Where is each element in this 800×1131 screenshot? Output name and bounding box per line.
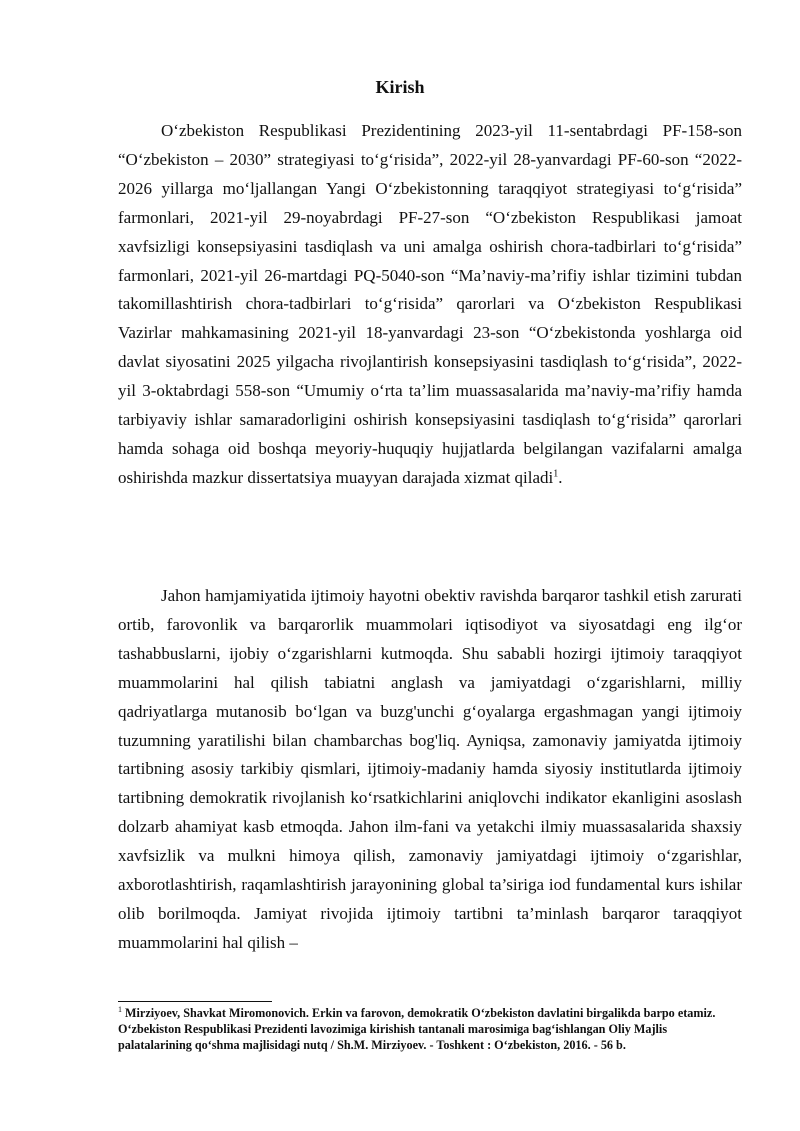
footnote bbox=[118, 1005, 742, 1053]
footnote-marker: 1 bbox=[118, 1004, 122, 1014]
paragraph-1-text bbox=[118, 117, 742, 493]
paragraph-2-text: Jahon hamjamiyatida ijtimoiy hayotni obektiv ravishda barqaror tashkil etish zarurati ortib, farovonlik va barqarorlik muammolari iqtisodiyot va siyosatdagi eng ilg‘or tashabbuslarni, ijobiy o‘zgarishlarni kutmoqda. Shu sababli hozirgi ijtimoiy taraqqiyot muammolarini hal qilish tabiatni anglash va jamiyatdagi o‘zgarishlarni, milliy qadriyatlarga mutanosib bo‘lgan va buzg'unchi g‘oyalarga ergashmagan yangi ijtimoiy tuzumning yaratilishi bilan chambarchas bog'liq. Ayniqsa, zamonaviy jamiyatda ijtimoiy tartibning asosiy tarkibiy qismlari, ijtimoiy-madaniy hamda siyosiy institutlarda ijtimoiy tartibning demokratik rivojlanish ko‘rsatkichlarini aniqlovchi indikator ekanligini asoslash dolzarb ahamiyat kasb etmoqda. Jahon ilm-fani va yetakchi ilmiy muassasalarida shaxsiy xavfsizlik va mulkni himoya qilish, zamonaviy jamiyatdagi ijtimoiy o‘zgarishlar, axborotlashtirish, raqamlashtirish jarayonining global ta’siriga iod fundamental kurs ishilar olib borilmoqda. Jamiyat rivojida ijtimoiy tartibni ta’minlash barqaror taraqqiyot muammolarini hal qilish – bbox=[118, 586, 742, 952]
paragraph-1-end: . bbox=[558, 467, 563, 487]
paragraph-1-body: O‘zbekiston Respublikasi Prezidentining 2023-yil 11-sentabrdagi PF-158-son “O‘zbekiston – 2030” strategiyasi to‘g‘risida”, 2022-yil 28-yanvardagi PF-60-son “2022-2026 yillarga mo‘ljallangan Yangi O‘zbekistonning taraqqiyot strategiyasi to‘g‘risida” farmonlari, 2021-yil 29-noyabrdagi PF-27-son “O‘zbekiston Respublikasi jamoat xavfsizligi konsepsiyasini tasdiqlash va uni amalga oshirish chora-tadbirlari to‘g‘risida” farmonlari, 2021-yil 26-martdagi PQ-5040-son “Ma’naviy-ma’rifiy ishlar tizimini tubdan takomillashtirish chora-tadbirlari to‘g‘risida” qarorlari va O‘zbekiston Respublikasi Vazirlar mahkamasining 2021-yil 18-yanvardagi 23-son “O‘zbekistonda yoshlarga oid davlat siyosatini 2025 yilgacha rivojlantirish konsepsiyasini tasdiqlash to‘g‘risida”, 2022-yil 3-oktabrdagi 558-son “Umumiy o‘rta ta’lim muassasalarida ma’naviy-ma’rifiy hamda tarbiyaviy ishlar samaradorligini oshirish konsepsiyasini tasdiqlash to‘g‘risida” qarorlari hamda sohaga oid boshqa meyoriy-huquqiy hujjatlarda belgilangan vazifalarni amalga oshirishda mazkur dissertatsiya muayyan darajada xizmat qiladi bbox=[118, 121, 742, 487]
paragraph-1 bbox=[118, 117, 742, 493]
footnote-separator bbox=[118, 1001, 272, 1002]
footnote-text: Mirziyoev, Shavkat Miromonovich. Erkin va farovon, demokratik O‘zbekiston davlatini birgalikda barpo etamiz. O‘zbekiston Respublikasi Prezidenti lavozimiga kirishish tantanali marosimiga bag‘ishlangan Oliy Majlis palatalarining qo‘shma majlisidagi nutq / Sh.M. Mirziyoev. - Toshkent : O‘zbekiston, 2016. - 56 b. bbox=[118, 1006, 716, 1052]
paragraph-2 bbox=[118, 582, 742, 958]
footnote-reference[interactable]: 1 bbox=[553, 468, 559, 480]
section-title: Kirish bbox=[375, 77, 425, 97]
